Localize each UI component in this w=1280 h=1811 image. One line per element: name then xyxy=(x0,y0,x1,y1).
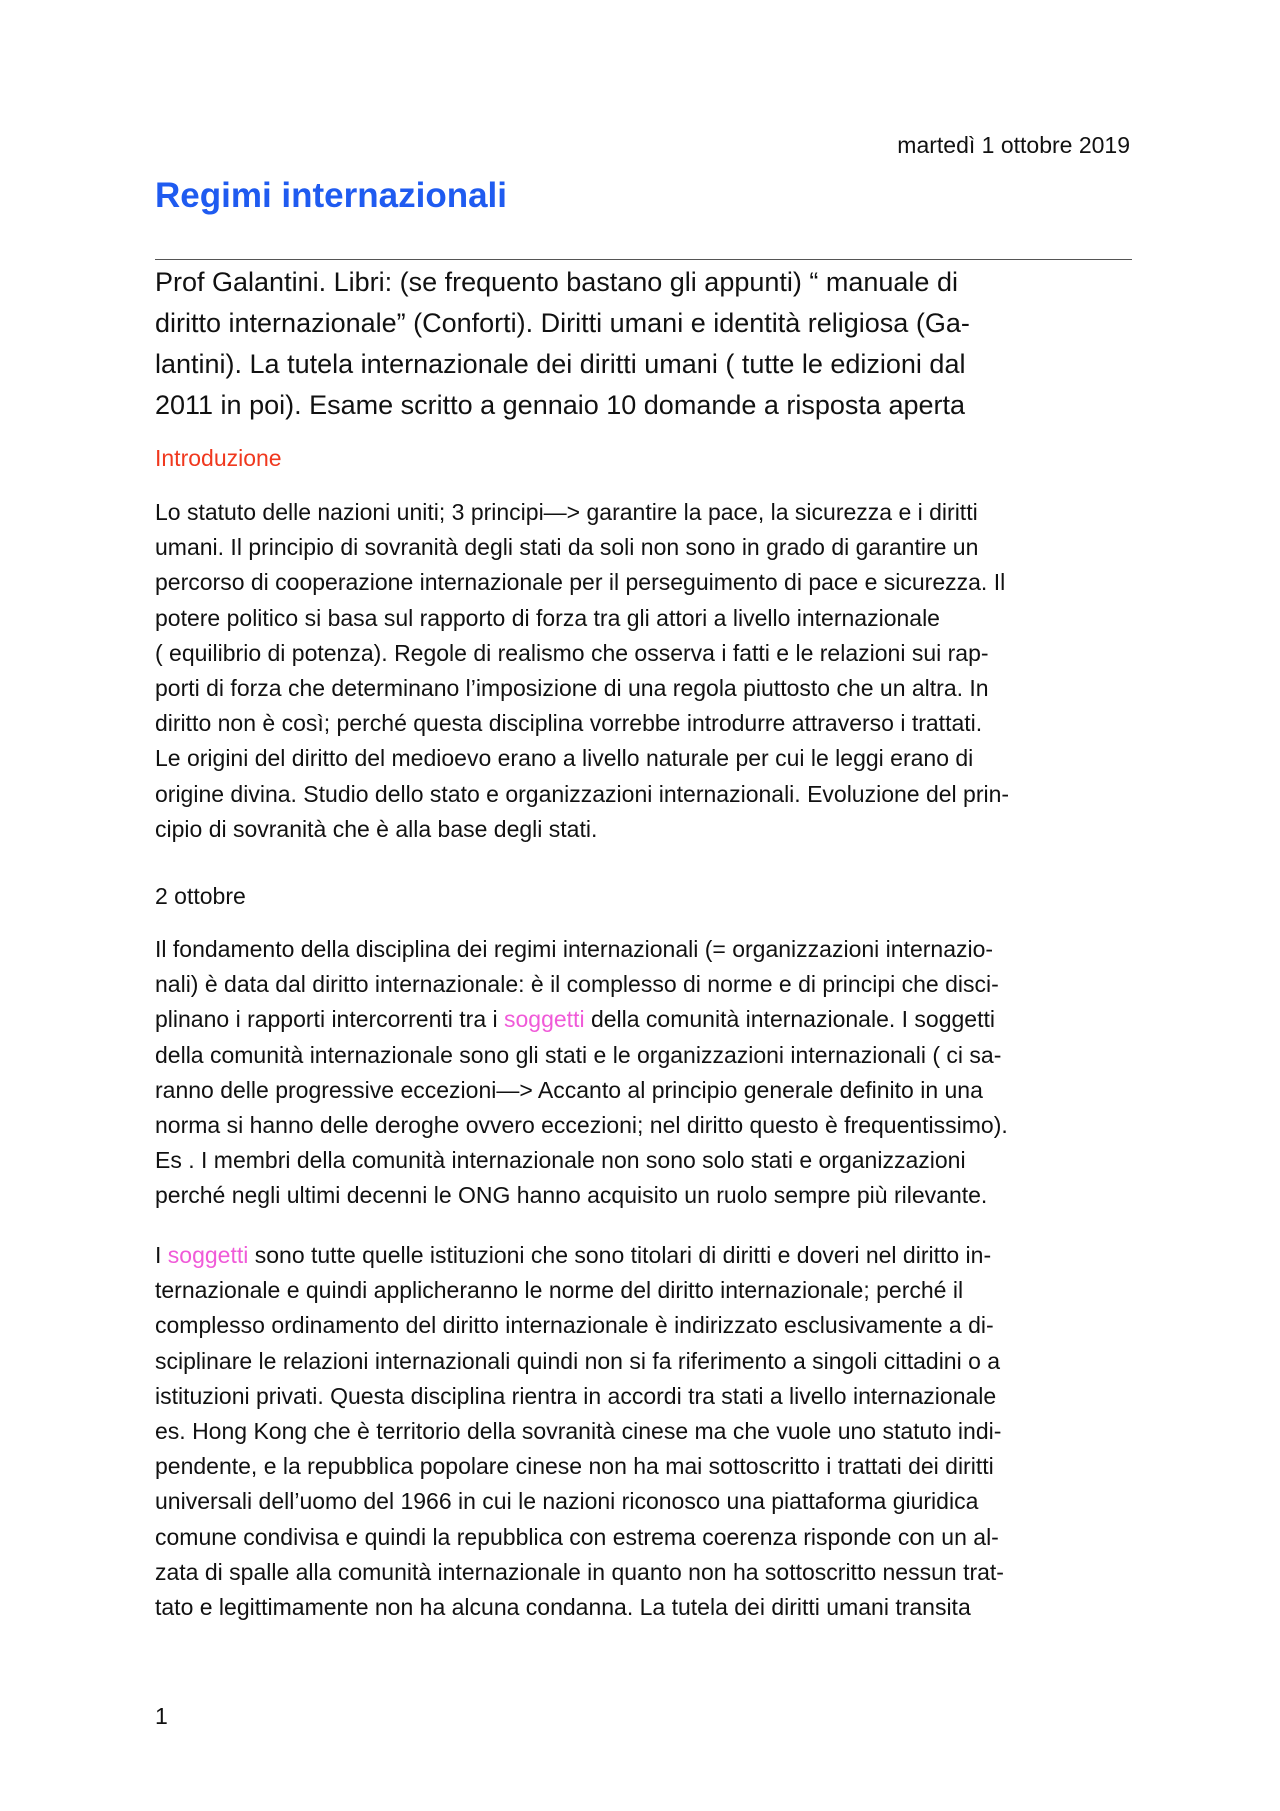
text-segment: I xyxy=(155,1242,168,1268)
text-line: universali dell’uomo del 1966 in cui le nazioni riconosco una piattaforma giuridica xyxy=(155,1488,979,1515)
text-line: umani. Il principio di sovranità degli stati da soli non sono in grado di garantire un xyxy=(155,534,979,561)
intro-paragraph xyxy=(155,262,1135,426)
text-line: Lo statuto delle nazioni uniti; 3 principi—> garantire la pace, la sicurezza e i diritti xyxy=(155,499,978,525)
text-line xyxy=(155,1242,991,1268)
text-line: nali) è data dal diritto internazionale: è il complesso di norme e di principi che disci- xyxy=(155,971,999,998)
text-line: ternazionale e quindi applicheranno le norme del diritto internazionale; perché il xyxy=(155,1277,964,1304)
text-segment: plinano i rapporti intercorrenti tra i xyxy=(155,1006,504,1033)
document-date: martedì 1 ottobre 2019 xyxy=(897,132,1130,158)
document-title: Regimi internazionali xyxy=(155,176,507,215)
text-line: zata di spalle alla comunità internazionale in quanto non ha sottoscritto nessun trat- xyxy=(155,1558,1004,1585)
intro-line: lantini). La tutela internazionale dei diritti umani ( tutte le edizioni dal xyxy=(155,349,966,379)
highlighted-term: soggetti xyxy=(167,1242,249,1268)
text-line: ranno delle progressive eccezioni—> Accanto al principio generale definito in una xyxy=(155,1076,983,1103)
text-segment: della comunità internazionale. I soggetti xyxy=(584,1006,995,1033)
fondamento-paragraph xyxy=(155,932,1125,1214)
text-line: comune condivisa e quindi la repubblica con estrema coerenza risponde con un al- xyxy=(155,1523,999,1550)
highlighted-term: soggetti xyxy=(504,1006,585,1033)
introduzione-paragraph xyxy=(155,495,1125,847)
text-line: Le origini del diritto del medioevo erano a livello naturale per cui le leggi erano di xyxy=(155,745,974,772)
text-line: percorso di cooperazione internazionale per il perseguimento di pace e sicurezza. Il xyxy=(155,569,1006,596)
text-line: pendente, e la repubblica popolare cinese non ha mai sottoscritto i trattati dei diritti xyxy=(155,1453,994,1480)
intro-line: diritto internazionale” (Conforti). Diritti umani e identità religiosa (Ga- xyxy=(155,308,970,338)
section-heading-introduzione: Introduzione xyxy=(155,445,282,471)
text-line: ( equilibrio di potenza). Regole di realismo che osserva i fatti e le relazioni sui rap- xyxy=(155,639,989,666)
text-line: Es . I membri della comunità internazionale non sono solo stati e organizzazioni xyxy=(155,1147,966,1174)
soggetti-paragraph xyxy=(155,1238,1125,1625)
intro-line: 2011 in poi). Esame scritto a gennaio 10 domande a risposta aperta xyxy=(155,390,965,420)
text-line: norma si hanno delle deroghe ovvero eccezioni; nel diritto questo è frequentissimo). xyxy=(155,1112,1008,1139)
title-divider xyxy=(155,259,1132,260)
date-label-2-ottobre: 2 ottobre xyxy=(155,883,246,909)
text-line: perché negli ultimi decenni le ONG hanno acquisito un ruolo sempre più rilevante. xyxy=(155,1182,988,1209)
page-number: 1 xyxy=(155,1703,168,1729)
text-line: cipio di sovranità che è alla base degli stati. xyxy=(155,815,598,842)
text-line: istituzioni privati. Questa disciplina rientra in accordi tra stati a livello internazionale xyxy=(155,1382,997,1409)
text-segment: sono tutte quelle istituzioni che sono titolari di diritti e doveri nel diritto in- xyxy=(248,1242,992,1268)
text-line: sciplinare le relazioni internazionali quindi non si fa riferimento a singoli cittadini o a xyxy=(155,1347,1001,1374)
text-line: es. Hong Kong che è territorio della sovranità cinese ma che vuole uno statuto indi- xyxy=(155,1418,1002,1445)
text-line: origine divina. Studio dello stato e organizzazioni internazionali. Evoluzione del prin- xyxy=(155,780,1010,807)
intro-line: Prof Galantini. Libri: (se frequento bastano gli appunti) “ manuale di xyxy=(155,267,958,297)
text-line: porti di forza che determinano l’imposizione di una regola piuttosto che un altra. In xyxy=(155,675,989,702)
text-line: complesso ordinamento del diritto internazionale è indirizzato esclusivamente a di- xyxy=(155,1312,994,1339)
text-line: tato e legittimamente non ha alcuna condanna. La tutela dei diritti umani transita xyxy=(155,1594,971,1621)
text-line: Il fondamento della disciplina dei regimi internazionali (= organizzazioni internazio- xyxy=(155,936,994,962)
text-line: potere politico si basa sul rapporto di forza tra gli attori a livello internazionale xyxy=(155,604,940,631)
text-line: della comunità internazionale sono gli stati e le organizzazioni internazionali ( ci sa- xyxy=(155,1041,1002,1068)
text-line: diritto non è così; perché questa disciplina vorrebbe introdurre attraverso i trattati. xyxy=(155,710,983,737)
text-line xyxy=(155,1006,995,1032)
